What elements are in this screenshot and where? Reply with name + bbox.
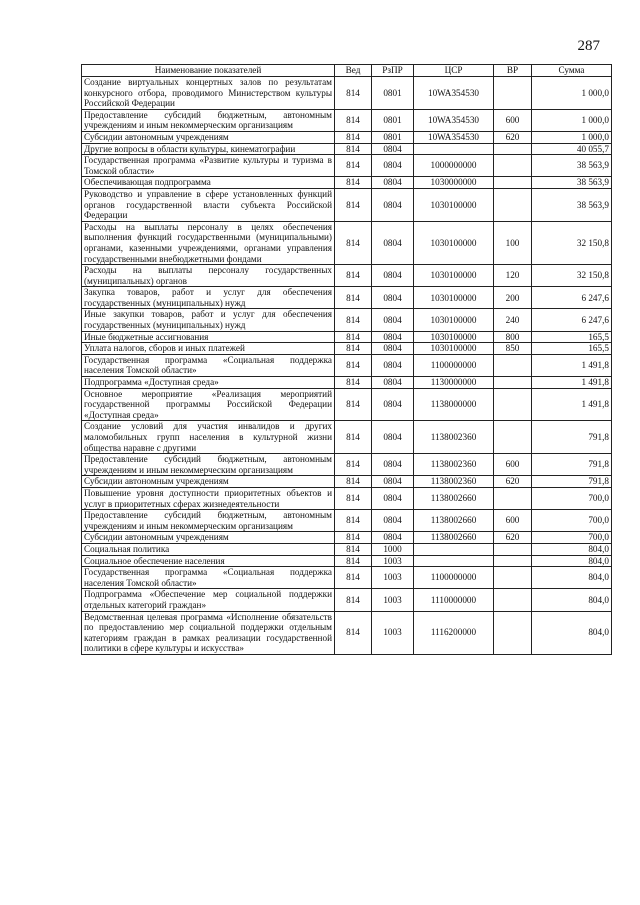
table-row: [82, 454, 612, 476]
cell-ved: 814: [335, 388, 372, 421]
cell-ved: 814: [335, 377, 372, 389]
cell-csr: 1030100000: [414, 287, 494, 309]
table-row: [82, 143, 612, 155]
cell-name: Субсидии автономным учреждениям: [82, 532, 335, 544]
budget-table: [81, 64, 612, 655]
cell-sum: 804,0: [532, 567, 612, 589]
table-row: [82, 177, 612, 189]
table-row: [82, 131, 612, 143]
cell-rzpr: 0804: [372, 188, 414, 221]
cell-csr: 1030100000: [414, 188, 494, 221]
table-row: [82, 343, 612, 355]
cell-ved: 814: [335, 487, 372, 509]
cell-csr: 1130000000: [414, 377, 494, 389]
header-ved: Вед: [335, 65, 372, 77]
cell-ved: 814: [335, 567, 372, 589]
cell-ved: 814: [335, 109, 372, 131]
cell-sum: 165,5: [532, 331, 612, 343]
table-row: [82, 188, 612, 221]
cell-sum: 804,0: [532, 543, 612, 555]
header-name: Наименование показателей: [82, 65, 335, 77]
cell-vr: [494, 77, 532, 110]
cell-rzpr: 0804: [372, 388, 414, 421]
cell-rzpr: 0801: [372, 131, 414, 143]
cell-name: Субсидии автономным учреждениям: [82, 476, 335, 488]
cell-vr: [494, 567, 532, 589]
cell-vr: 600: [494, 109, 532, 131]
cell-rzpr: 1003: [372, 555, 414, 567]
cell-sum: 700,0: [532, 510, 612, 532]
header-sum: Сумма: [532, 65, 612, 77]
cell-csr: 1030100000: [414, 309, 494, 331]
cell-rzpr: 0804: [372, 510, 414, 532]
cell-rzpr: 1000: [372, 543, 414, 555]
cell-name: Повышение уровня доступности приоритетных объектов и услуг в приоритетных сферах жизнедеятельности: [82, 487, 335, 509]
cell-rzpr: 0804: [372, 177, 414, 189]
cell-csr: 1030000000: [414, 177, 494, 189]
cell-sum: 804,0: [532, 589, 612, 611]
cell-sum: 6 247,6: [532, 309, 612, 331]
table-row: [82, 611, 612, 654]
cell-sum: 791,8: [532, 454, 612, 476]
table-row: [82, 589, 612, 611]
table-row: [82, 287, 612, 309]
cell-sum: 700,0: [532, 532, 612, 544]
cell-csr: 1116200000: [414, 611, 494, 654]
cell-csr: 10WA354530: [414, 77, 494, 110]
cell-name: Предоставление субсидий бюджетным, автономным учреждениям и иным некоммерческим организациям: [82, 109, 335, 131]
table-row: [82, 510, 612, 532]
cell-csr: [414, 555, 494, 567]
cell-name: Закупка товаров, работ и услуг для обеспечения государственных (муниципальных) нужд: [82, 287, 335, 309]
cell-ved: 814: [335, 309, 372, 331]
cell-name: Предоставление субсидий бюджетным, автономным учреждениям и иным некоммерческим организациям: [82, 454, 335, 476]
cell-name: Руководство и управление в сфере установленных функций органов государственной власти субъекта Российской Федерации: [82, 188, 335, 221]
cell-vr: 240: [494, 309, 532, 331]
cell-rzpr: 0801: [372, 109, 414, 131]
cell-name: Предоставление субсидий бюджетным, автономным учреждениям и иным некоммерческим организациям: [82, 510, 335, 532]
table-row: [82, 555, 612, 567]
cell-csr: 1138002360: [414, 454, 494, 476]
cell-rzpr: 0804: [372, 487, 414, 509]
cell-name: Государственная программа «Социальная поддержка населения Томской области»: [82, 567, 335, 589]
cell-vr: 620: [494, 476, 532, 488]
cell-vr: 850: [494, 343, 532, 355]
cell-rzpr: 1003: [372, 589, 414, 611]
table-row: [82, 421, 612, 454]
cell-ved: 814: [335, 354, 372, 376]
cell-rzpr: 0804: [372, 454, 414, 476]
cell-csr: 1138002360: [414, 421, 494, 454]
table-row: [82, 543, 612, 555]
table-row: [82, 331, 612, 343]
cell-rzpr: 0804: [372, 143, 414, 155]
table-row: [82, 77, 612, 110]
cell-vr: 600: [494, 454, 532, 476]
cell-ved: 814: [335, 532, 372, 544]
cell-name: Социальная политика: [82, 543, 335, 555]
cell-vr: 120: [494, 265, 532, 287]
cell-name: Расходы на выплаты персоналу государственных (муниципальных) органов: [82, 265, 335, 287]
cell-rzpr: 1003: [372, 567, 414, 589]
cell-csr: 1030100000: [414, 331, 494, 343]
cell-name: Обеспечивающая подпрограмма: [82, 177, 335, 189]
cell-sum: 165,5: [532, 343, 612, 355]
cell-name: Иные закупки товаров, работ и услуг для обеспечения государственных (муниципальных) нужд: [82, 309, 335, 331]
cell-ved: 814: [335, 476, 372, 488]
cell-vr: [494, 354, 532, 376]
cell-csr: 1000000000: [414, 155, 494, 177]
cell-sum: 32 150,8: [532, 221, 612, 264]
cell-ved: 814: [335, 589, 372, 611]
cell-csr: 1138002360: [414, 476, 494, 488]
cell-sum: 38 563,9: [532, 188, 612, 221]
cell-ved: 814: [335, 77, 372, 110]
cell-rzpr: 0804: [372, 421, 414, 454]
cell-ved: 814: [335, 510, 372, 532]
cell-rzpr: 0804: [372, 155, 414, 177]
cell-csr: 1138000000: [414, 388, 494, 421]
cell-rzpr: 0804: [372, 354, 414, 376]
table-row: [82, 532, 612, 544]
cell-sum: 1 000,0: [532, 77, 612, 110]
cell-sum: 1 491,8: [532, 354, 612, 376]
cell-csr: 1030100000: [414, 343, 494, 355]
cell-sum: 1 491,8: [532, 388, 612, 421]
cell-sum: 1 491,8: [532, 377, 612, 389]
cell-ved: 814: [335, 155, 372, 177]
cell-ved: 814: [335, 331, 372, 343]
cell-vr: 800: [494, 331, 532, 343]
cell-name: Подпрограмма «Обеспечение мер социальной поддержки отдельных категорий граждан»: [82, 589, 335, 611]
cell-ved: 814: [335, 221, 372, 264]
cell-name: Расходы на выплаты персоналу в целях обеспечения выполнения функций государственными (муниципальными) органами, казенными учреждениями, органами управления государственными внебюджетными фондами: [82, 221, 335, 264]
cell-sum: 38 563,9: [532, 177, 612, 189]
cell-name: Государственная программа «Развитие культуры и туризма в Томской области»: [82, 155, 335, 177]
cell-vr: 620: [494, 131, 532, 143]
cell-rzpr: 0801: [372, 77, 414, 110]
cell-rzpr: 0804: [372, 331, 414, 343]
cell-vr: [494, 188, 532, 221]
table-body: [82, 77, 612, 655]
cell-sum: 804,0: [532, 555, 612, 567]
cell-csr: 1100000000: [414, 567, 494, 589]
cell-ved: 814: [335, 555, 372, 567]
cell-csr: 10WA354530: [414, 109, 494, 131]
cell-ved: 814: [335, 265, 372, 287]
cell-vr: [494, 487, 532, 509]
cell-sum: 791,8: [532, 421, 612, 454]
cell-rzpr: 0804: [372, 265, 414, 287]
table-row: [82, 487, 612, 509]
table-row: [82, 567, 612, 589]
cell-rzpr: 0804: [372, 287, 414, 309]
cell-rzpr: 0804: [372, 343, 414, 355]
cell-name: Иные бюджетные ассигнования: [82, 331, 335, 343]
cell-csr: 1110000000: [414, 589, 494, 611]
cell-sum: 804,0: [532, 611, 612, 654]
cell-name: Создание виртуальных концертных залов по результатам конкурсного отбора, проводимого Министерством культуры Российской Федерации: [82, 77, 335, 110]
cell-vr: 600: [494, 510, 532, 532]
cell-ved: 814: [335, 287, 372, 309]
cell-csr: 10WA354530: [414, 131, 494, 143]
cell-vr: [494, 555, 532, 567]
cell-ved: 814: [335, 131, 372, 143]
table-row: [82, 109, 612, 131]
header-rzpr: РзПР: [372, 65, 414, 77]
header-vr: ВР: [494, 65, 532, 77]
cell-vr: [494, 421, 532, 454]
cell-vr: 100: [494, 221, 532, 264]
cell-ved: 814: [335, 543, 372, 555]
cell-csr: 1138002660: [414, 487, 494, 509]
cell-sum: 1 000,0: [532, 131, 612, 143]
cell-name: Основное мероприятие «Реализация мероприятий государственной программы Российской Федерации «Доступная среда»: [82, 388, 335, 421]
cell-ved: 814: [335, 343, 372, 355]
cell-sum: 6 247,6: [532, 287, 612, 309]
cell-name: Ведомственная целевая программа «Исполнение обязательств по предоставлению мер социальной поддержки отдельным категориям граждан в рамках реализации государственной политики в сфере культуры и искусства»: [82, 611, 335, 654]
table-row: [82, 476, 612, 488]
cell-csr: [414, 143, 494, 155]
table-row: [82, 354, 612, 376]
cell-csr: 1030100000: [414, 265, 494, 287]
cell-ved: 814: [335, 188, 372, 221]
cell-name: Уплата налогов, сборов и иных платежей: [82, 343, 335, 355]
cell-csr: 1100000000: [414, 354, 494, 376]
table-row: [82, 265, 612, 287]
cell-csr: 1030100000: [414, 221, 494, 264]
cell-rzpr: 0804: [372, 309, 414, 331]
cell-vr: [494, 377, 532, 389]
table-row: [82, 388, 612, 421]
cell-vr: [494, 611, 532, 654]
cell-rzpr: 0804: [372, 377, 414, 389]
cell-vr: 200: [494, 287, 532, 309]
cell-vr: [494, 177, 532, 189]
cell-name: Государственная программа «Социальная поддержка населения Томской области»: [82, 354, 335, 376]
cell-rzpr: 1003: [372, 611, 414, 654]
cell-sum: 32 150,8: [532, 265, 612, 287]
table-row: [82, 377, 612, 389]
cell-csr: 1138002660: [414, 532, 494, 544]
cell-name: Другие вопросы в области культуры, кинематографии: [82, 143, 335, 155]
table-header-row: [82, 65, 612, 77]
cell-name: Субсидии автономным учреждениям: [82, 131, 335, 143]
table-row: [82, 155, 612, 177]
cell-ved: 814: [335, 611, 372, 654]
cell-vr: [494, 543, 532, 555]
cell-rzpr: 0804: [372, 221, 414, 264]
cell-name: Создание условий для участия инвалидов и других маломобильных групп населения в культурной жизни общества наравне с другими: [82, 421, 335, 454]
cell-vr: [494, 143, 532, 155]
cell-vr: 620: [494, 532, 532, 544]
cell-ved: 814: [335, 454, 372, 476]
page-number: 287: [577, 38, 600, 54]
header-csr: ЦСР: [414, 65, 494, 77]
cell-sum: 40 055,7: [532, 143, 612, 155]
cell-vr: [494, 155, 532, 177]
cell-name: Социальное обеспечение населения: [82, 555, 335, 567]
cell-sum: 38 563,9: [532, 155, 612, 177]
cell-ved: 814: [335, 421, 372, 454]
cell-ved: 814: [335, 177, 372, 189]
cell-csr: 1138002660: [414, 510, 494, 532]
cell-csr: [414, 543, 494, 555]
cell-sum: 791,8: [532, 476, 612, 488]
cell-name: Подпрограмма «Доступная среда»: [82, 377, 335, 389]
cell-sum: 700,0: [532, 487, 612, 509]
cell-rzpr: 0804: [372, 476, 414, 488]
table-row: [82, 309, 612, 331]
cell-vr: [494, 589, 532, 611]
table-row: [82, 221, 612, 264]
cell-rzpr: 0804: [372, 532, 414, 544]
cell-sum: 1 000,0: [532, 109, 612, 131]
cell-vr: [494, 388, 532, 421]
cell-ved: 814: [335, 143, 372, 155]
